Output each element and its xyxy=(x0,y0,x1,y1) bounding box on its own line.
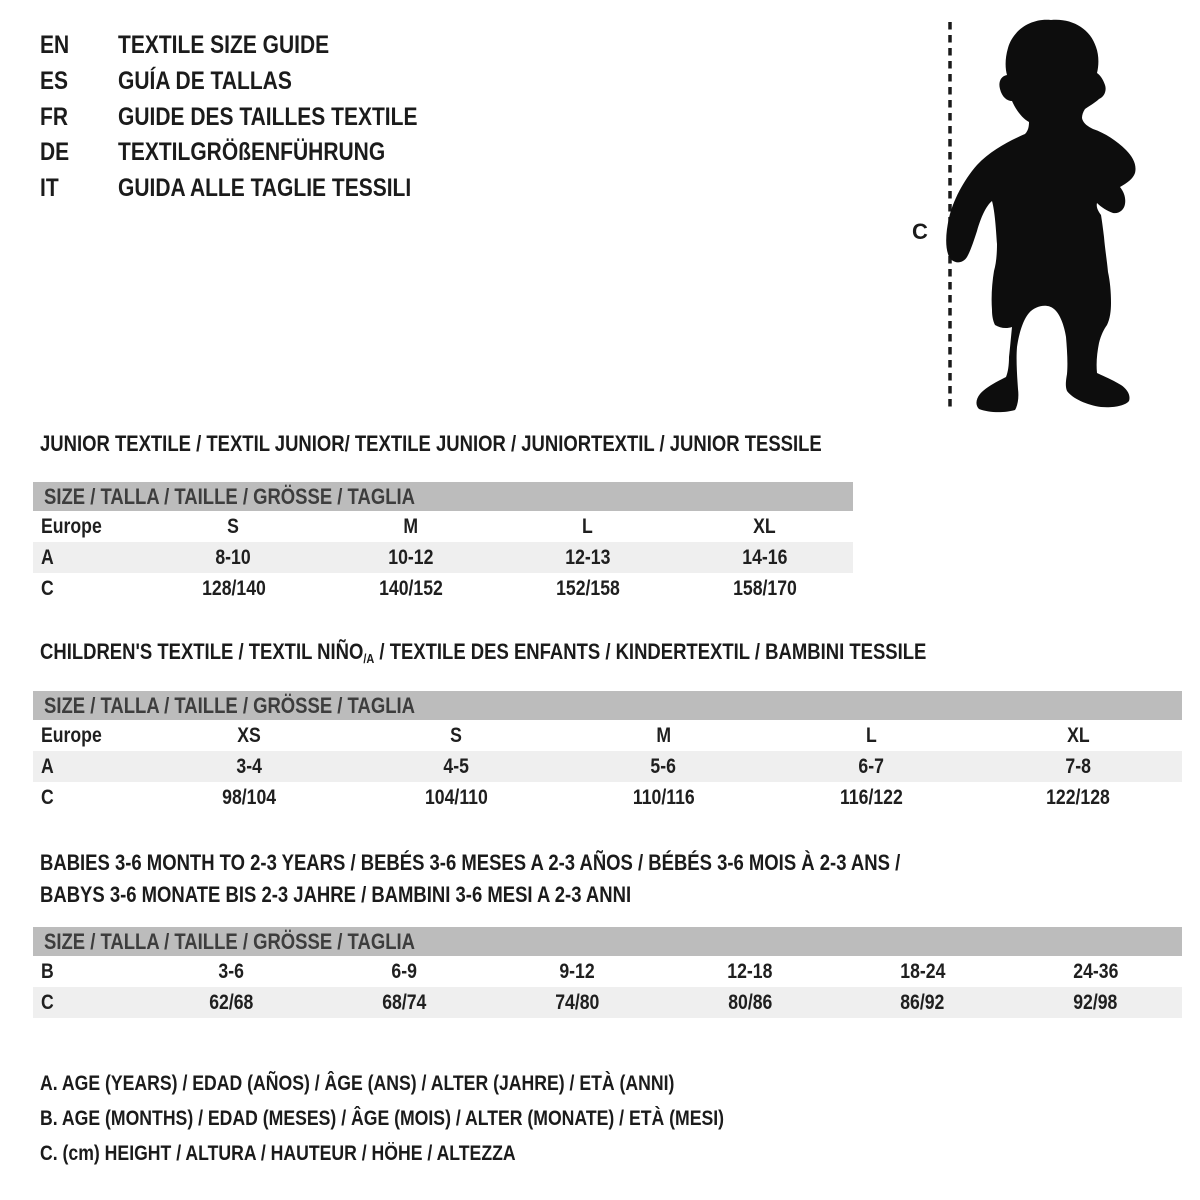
table-row xyxy=(33,987,1182,1018)
age-months-value: 9-12 xyxy=(559,959,595,983)
junior-section-heading xyxy=(40,431,971,457)
babies-size-table xyxy=(33,927,1182,1018)
language-title-en: TEXTILE SIZE GUIDE xyxy=(118,31,330,60)
babies-section-heading-line2 xyxy=(40,882,744,908)
language-title-fr: GUIDE DES TAILLES TEXTILE xyxy=(118,102,418,131)
age-value: 5-6 xyxy=(650,754,677,778)
children-heading-post: / TEXTILE DES ENFANTS / KINDERTEXTIL / BAMBINI TESSILE xyxy=(374,639,927,664)
language-code-fr: FR xyxy=(40,102,68,131)
size-value: S xyxy=(227,514,240,538)
age-value: 7-8 xyxy=(1065,754,1092,778)
language-title-it: GUIDA ALLE TAGLIE TESSILI xyxy=(118,174,412,203)
language-code-it: IT xyxy=(40,174,59,203)
footnote-b-text: B. AGE (MONTHS) / EDAD (MESES) / ÂGE (MOIS) / ALTER (MONATE) / ETÀ (MESI) xyxy=(40,1107,725,1130)
footnote-a-text: A. AGE (YEARS) / EDAD (AÑOS) / ÂGE (ANS) / ALTER (JAHRE) / ETÀ (ANNI) xyxy=(40,1072,675,1095)
age-value: 14-16 xyxy=(741,545,788,569)
babies-table-header-band xyxy=(33,927,1182,956)
size-value: S xyxy=(450,723,462,747)
junior-size-table xyxy=(33,482,853,604)
babies-heading-line1-text: BABIES 3-6 MONTH TO 2-3 YEARS / BEBÉS 3-6 MESES A 2-3 AÑOS / BÉBÉS 3-6 MOIS À 2-3 ANS / xyxy=(40,850,901,875)
height-value: 98/104 xyxy=(221,785,276,809)
children-heading-pre: CHILDREN'S TEXTILE / TEXTIL NIÑO xyxy=(40,639,364,664)
row-label: Europe xyxy=(41,723,102,747)
children-table-header: SIZE / TALLA / TAILLE / GRÖSSE / TAGLIA xyxy=(44,692,415,718)
language-code-de: DE xyxy=(40,138,70,167)
size-value: L xyxy=(582,514,593,538)
age-value: 10-12 xyxy=(387,545,434,569)
footnote-c xyxy=(40,1141,606,1166)
age-value: 4-5 xyxy=(443,754,469,778)
age-months-value: 18-24 xyxy=(900,959,946,983)
height-value: 92/98 xyxy=(1073,990,1118,1014)
height-value: 62/68 xyxy=(209,990,254,1014)
height-measure-figure xyxy=(905,12,1155,416)
height-value: 158/170 xyxy=(732,576,797,600)
footnote-c-text: C. (cm) HEIGHT / ALTURA / HAUTEUR / HÖHE / ALTEZZA xyxy=(40,1142,516,1165)
table-row xyxy=(33,720,1182,751)
toddler-figure-svg xyxy=(905,12,1155,416)
height-value: 140/152 xyxy=(378,576,443,600)
age-months-value: 12-18 xyxy=(727,959,773,983)
size-value: XL xyxy=(1067,723,1090,747)
children-size-table xyxy=(33,691,1182,813)
language-code-en: EN xyxy=(40,31,70,60)
height-value: 152/158 xyxy=(555,576,620,600)
row-label: A xyxy=(41,545,54,569)
height-value: 128/140 xyxy=(201,576,266,600)
language-row-de xyxy=(40,135,475,171)
height-value: 116/122 xyxy=(839,785,903,809)
children-table-header-band xyxy=(33,691,1182,720)
age-value: 12-13 xyxy=(564,545,611,569)
junior-table-header: SIZE / TALLA / TAILLE / GRÖSSE / TAGLIA xyxy=(44,483,415,509)
row-label: C xyxy=(41,990,54,1014)
babies-table-header: SIZE / TALLA / TAILLE / GRÖSSE / TAGLIA xyxy=(44,928,415,954)
language-code-es: ES xyxy=(40,67,69,96)
age-months-value: 24-36 xyxy=(1072,959,1119,983)
children-section-heading xyxy=(40,639,1095,672)
toddler-silhouette xyxy=(946,20,1135,412)
age-value: 8-10 xyxy=(215,545,252,569)
children-heading-text xyxy=(40,639,926,672)
size-value: XS xyxy=(236,723,261,747)
height-measure-label: C xyxy=(912,219,928,244)
height-value: 68/74 xyxy=(382,990,427,1014)
table-row xyxy=(33,751,1182,782)
junior-heading-text: JUNIOR TEXTILE / TEXTIL JUNIOR/ TEXTILE JUNIOR / JUNIORTEXTIL / JUNIOR TESSILE xyxy=(40,431,822,456)
table-row xyxy=(33,511,853,542)
height-value: 110/116 xyxy=(632,785,695,809)
table-row xyxy=(33,573,853,604)
babies-heading-line2-text: BABYS 3-6 MONATE BIS 2-3 JAHRE / BAMBINI 3-6 MESI A 2-3 ANNI xyxy=(40,882,632,907)
table-row xyxy=(33,956,1182,987)
age-value: 6-7 xyxy=(858,754,884,778)
row-label: C xyxy=(41,576,54,600)
language-row-fr xyxy=(40,99,475,135)
babies-section-heading-line1 xyxy=(40,850,1064,876)
language-title-es: GUÍA DE TALLAS xyxy=(118,67,292,96)
row-label: C xyxy=(41,785,54,809)
height-value: 104/110 xyxy=(424,785,488,809)
row-label: B xyxy=(41,959,54,983)
language-title-list xyxy=(40,28,475,206)
language-row-en xyxy=(40,28,475,64)
height-value: 74/80 xyxy=(554,990,600,1014)
height-value: 80/86 xyxy=(727,990,772,1014)
language-row-it xyxy=(40,171,475,207)
table-row xyxy=(33,542,853,573)
language-row-es xyxy=(40,64,475,100)
children-heading-subscript: /A xyxy=(363,651,375,666)
size-value: L xyxy=(865,723,877,747)
row-label: A xyxy=(41,754,54,778)
footnote-a xyxy=(40,1071,795,1096)
age-months-value: 3-6 xyxy=(218,959,245,983)
table-row xyxy=(33,782,1182,813)
row-label: Europe xyxy=(41,514,102,538)
language-title-de: TEXTILGRÖßENFÜHRUNG xyxy=(118,138,386,167)
height-value: 122/128 xyxy=(1046,785,1111,809)
footnote-b xyxy=(40,1106,854,1131)
size-value: M xyxy=(656,723,671,747)
size-value: M xyxy=(403,514,418,538)
height-value: 86/92 xyxy=(900,990,945,1014)
age-value: 3-4 xyxy=(235,754,262,778)
junior-table-header-band xyxy=(33,482,853,511)
age-months-value: 6-9 xyxy=(391,959,417,983)
size-value: XL xyxy=(753,514,776,538)
